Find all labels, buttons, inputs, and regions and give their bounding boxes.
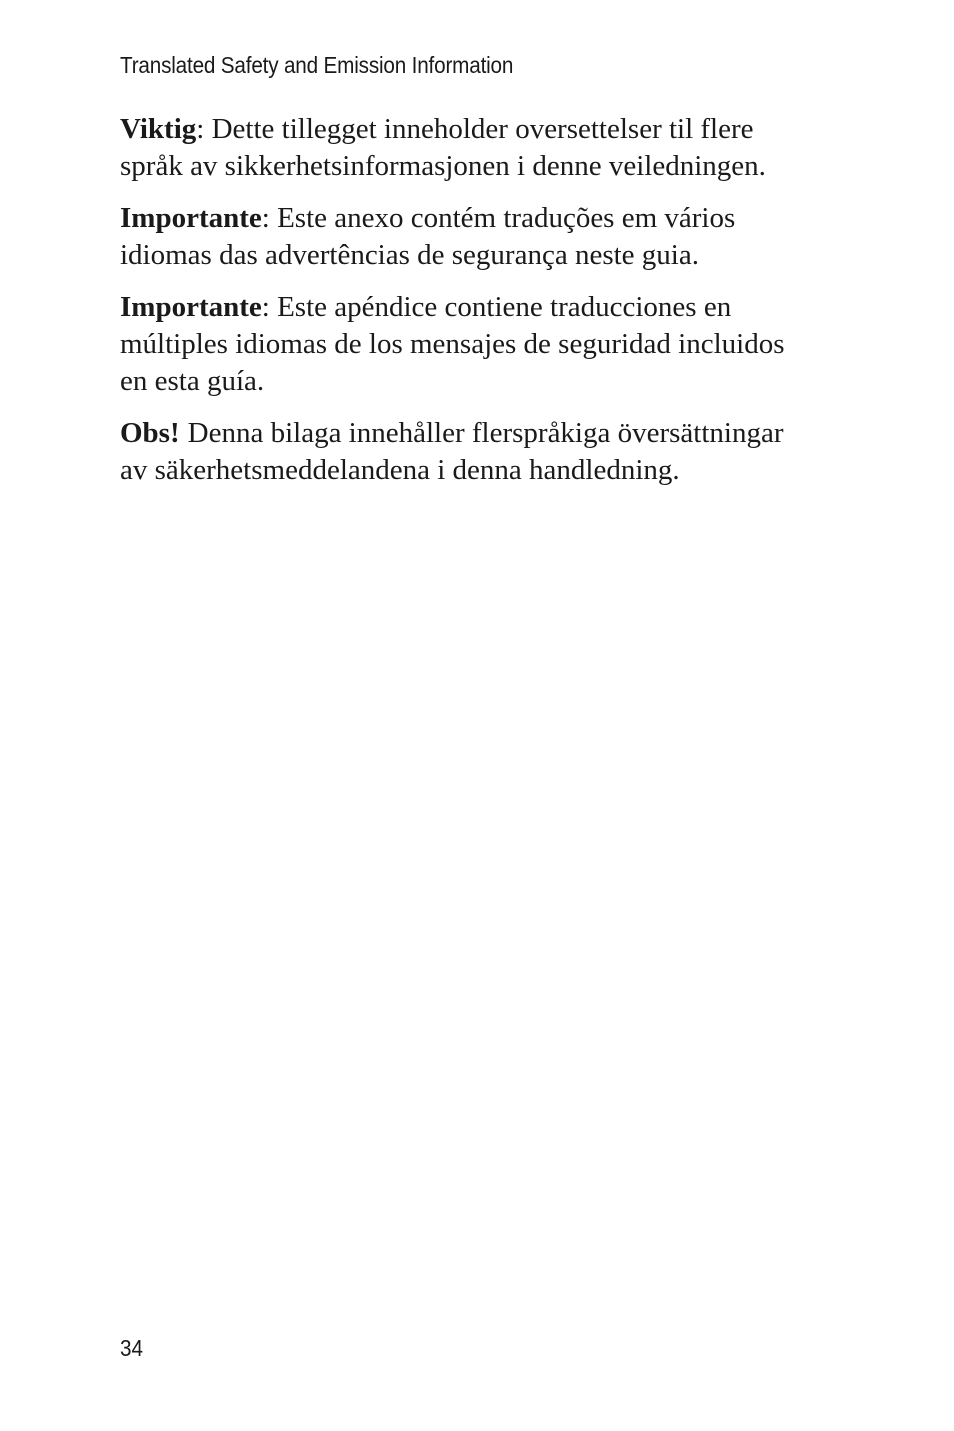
paragraph-spanish: [120, 289, 800, 400]
paragraph-separator: :: [196, 113, 212, 145]
paragraph-portuguese: [120, 200, 800, 274]
document-body: [120, 111, 800, 504]
paragraph-text: Denna bilaga innehåller flerspråkiga översättningar av säkerhetsmeddelandena i denna handledning.: [120, 417, 784, 486]
paragraph-text: Este apéndice contiene traducciones en múltiples idiomas de los mensajes de seguridad incluidos en esta guía.: [120, 291, 785, 397]
paragraph-norwegian: [120, 111, 800, 185]
paragraph-text: Este anexo contém traduções em vários idiomas das advertências de segurança neste guia.: [120, 202, 736, 271]
paragraph-separator: :: [261, 202, 278, 234]
paragraph-lead: Viktig: [120, 113, 197, 145]
running-header: Translated Safety and Emission Information: [120, 52, 514, 78]
page-number: 34: [120, 1335, 144, 1361]
paragraph-lead: Importante: [120, 291, 262, 323]
paragraph-separator: :: [261, 291, 278, 323]
paragraph-text: Dette tillegget inneholder oversettelser til flere språk av sikkerhetsinformasjonen i denne veiledningen.: [120, 113, 766, 182]
paragraph-lead: Obs!: [120, 417, 180, 449]
paragraph-swedish: [120, 415, 800, 489]
paragraph-lead: Importante: [120, 202, 262, 234]
